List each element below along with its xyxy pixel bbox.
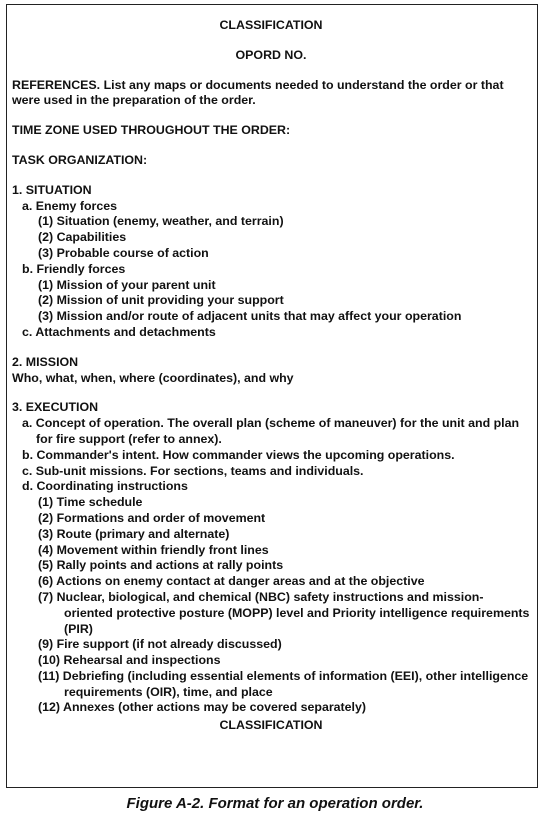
coordinating-instructions-item: d. Coordinating instructions [22,479,188,494]
list-item: (12) Annexes (other actions may be covered separately) [38,700,367,715]
classification-footer: CLASSIFICATION [219,718,323,733]
operation-order-document [12,18,530,734]
list-item: (1) Mission of your parent unit [38,277,216,292]
classification-header: CLASSIFICATION [219,18,323,32]
list-item: (3) Probable course of action [38,245,209,260]
figure-caption: Figure A-2. Format for an operation order. [126,795,424,812]
list-item: (5) Rally points and actions at rally points [38,558,284,573]
list-item: (3) Mission and/or route of adjacent units that may affect your operation [38,309,462,324]
list-item: (1) Situation (enemy, weather, and terrain) [38,214,284,229]
concept-of-operation-item: a. Concept of operation. The overall plan (scheme of maneuver) for the unit and plan for fire support (refer to annex). [22,416,520,446]
task-organization-heading: TASK ORGANIZATION: [12,152,148,167]
list-item: (3) Route (primary and alternate) [38,526,230,541]
list-item: (2) Capabilities [38,230,127,245]
commanders-intent-item: b. Commander's intent. How commander views the upcoming operations. [22,447,455,462]
list-item: (11) Debriefing (including essential elements of information (EEI), other intelligence requirements (OIR), time, and place [38,668,529,699]
list-item: (1) Time schedule [38,495,143,510]
opord-number: OPORD NO. [235,47,307,62]
mission-heading: 2. MISSION [12,354,79,369]
list-item: (7) Nuclear, biological, and chemical (NBC) safety instructions and mission-oriented protective posture (MOPP) level and Priority intelligence requirements (PIR) [38,589,530,636]
attachments-item: c. Attachments and detachments [22,324,216,339]
friendly-forces-item: b. Friendly forces [22,261,126,276]
situation-heading: 1. SITUATION [12,182,92,197]
list-item: (2) Mission of unit providing your support [38,293,284,308]
list-item: (4) Movement within friendly front lines [38,542,269,557]
references-paragraph: REFERENCES. List any maps or documents needed to understand the order or that were used in the preparation of the order. [12,77,504,108]
mission-text: Who, what, when, where (coordinates), and why [12,370,294,385]
execution-heading: 3. EXECUTION [12,400,99,415]
sub-unit-missions-item: c. Sub-unit missions. For sections, teams and individuals. [22,463,364,478]
list-item: (2) Formations and order of movement [38,510,266,525]
list-item: (6) Actions on enemy contact at danger areas and at the objective [38,574,425,589]
enemy-forces-item: a. Enemy forces [22,198,118,213]
list-item: (9) Fire support (if not already discussed) [38,637,282,652]
list-item: (10) Rehearsal and inspections [38,653,221,668]
time-zone-heading: TIME ZONE USED THROUGHOUT THE ORDER: [12,123,291,138]
